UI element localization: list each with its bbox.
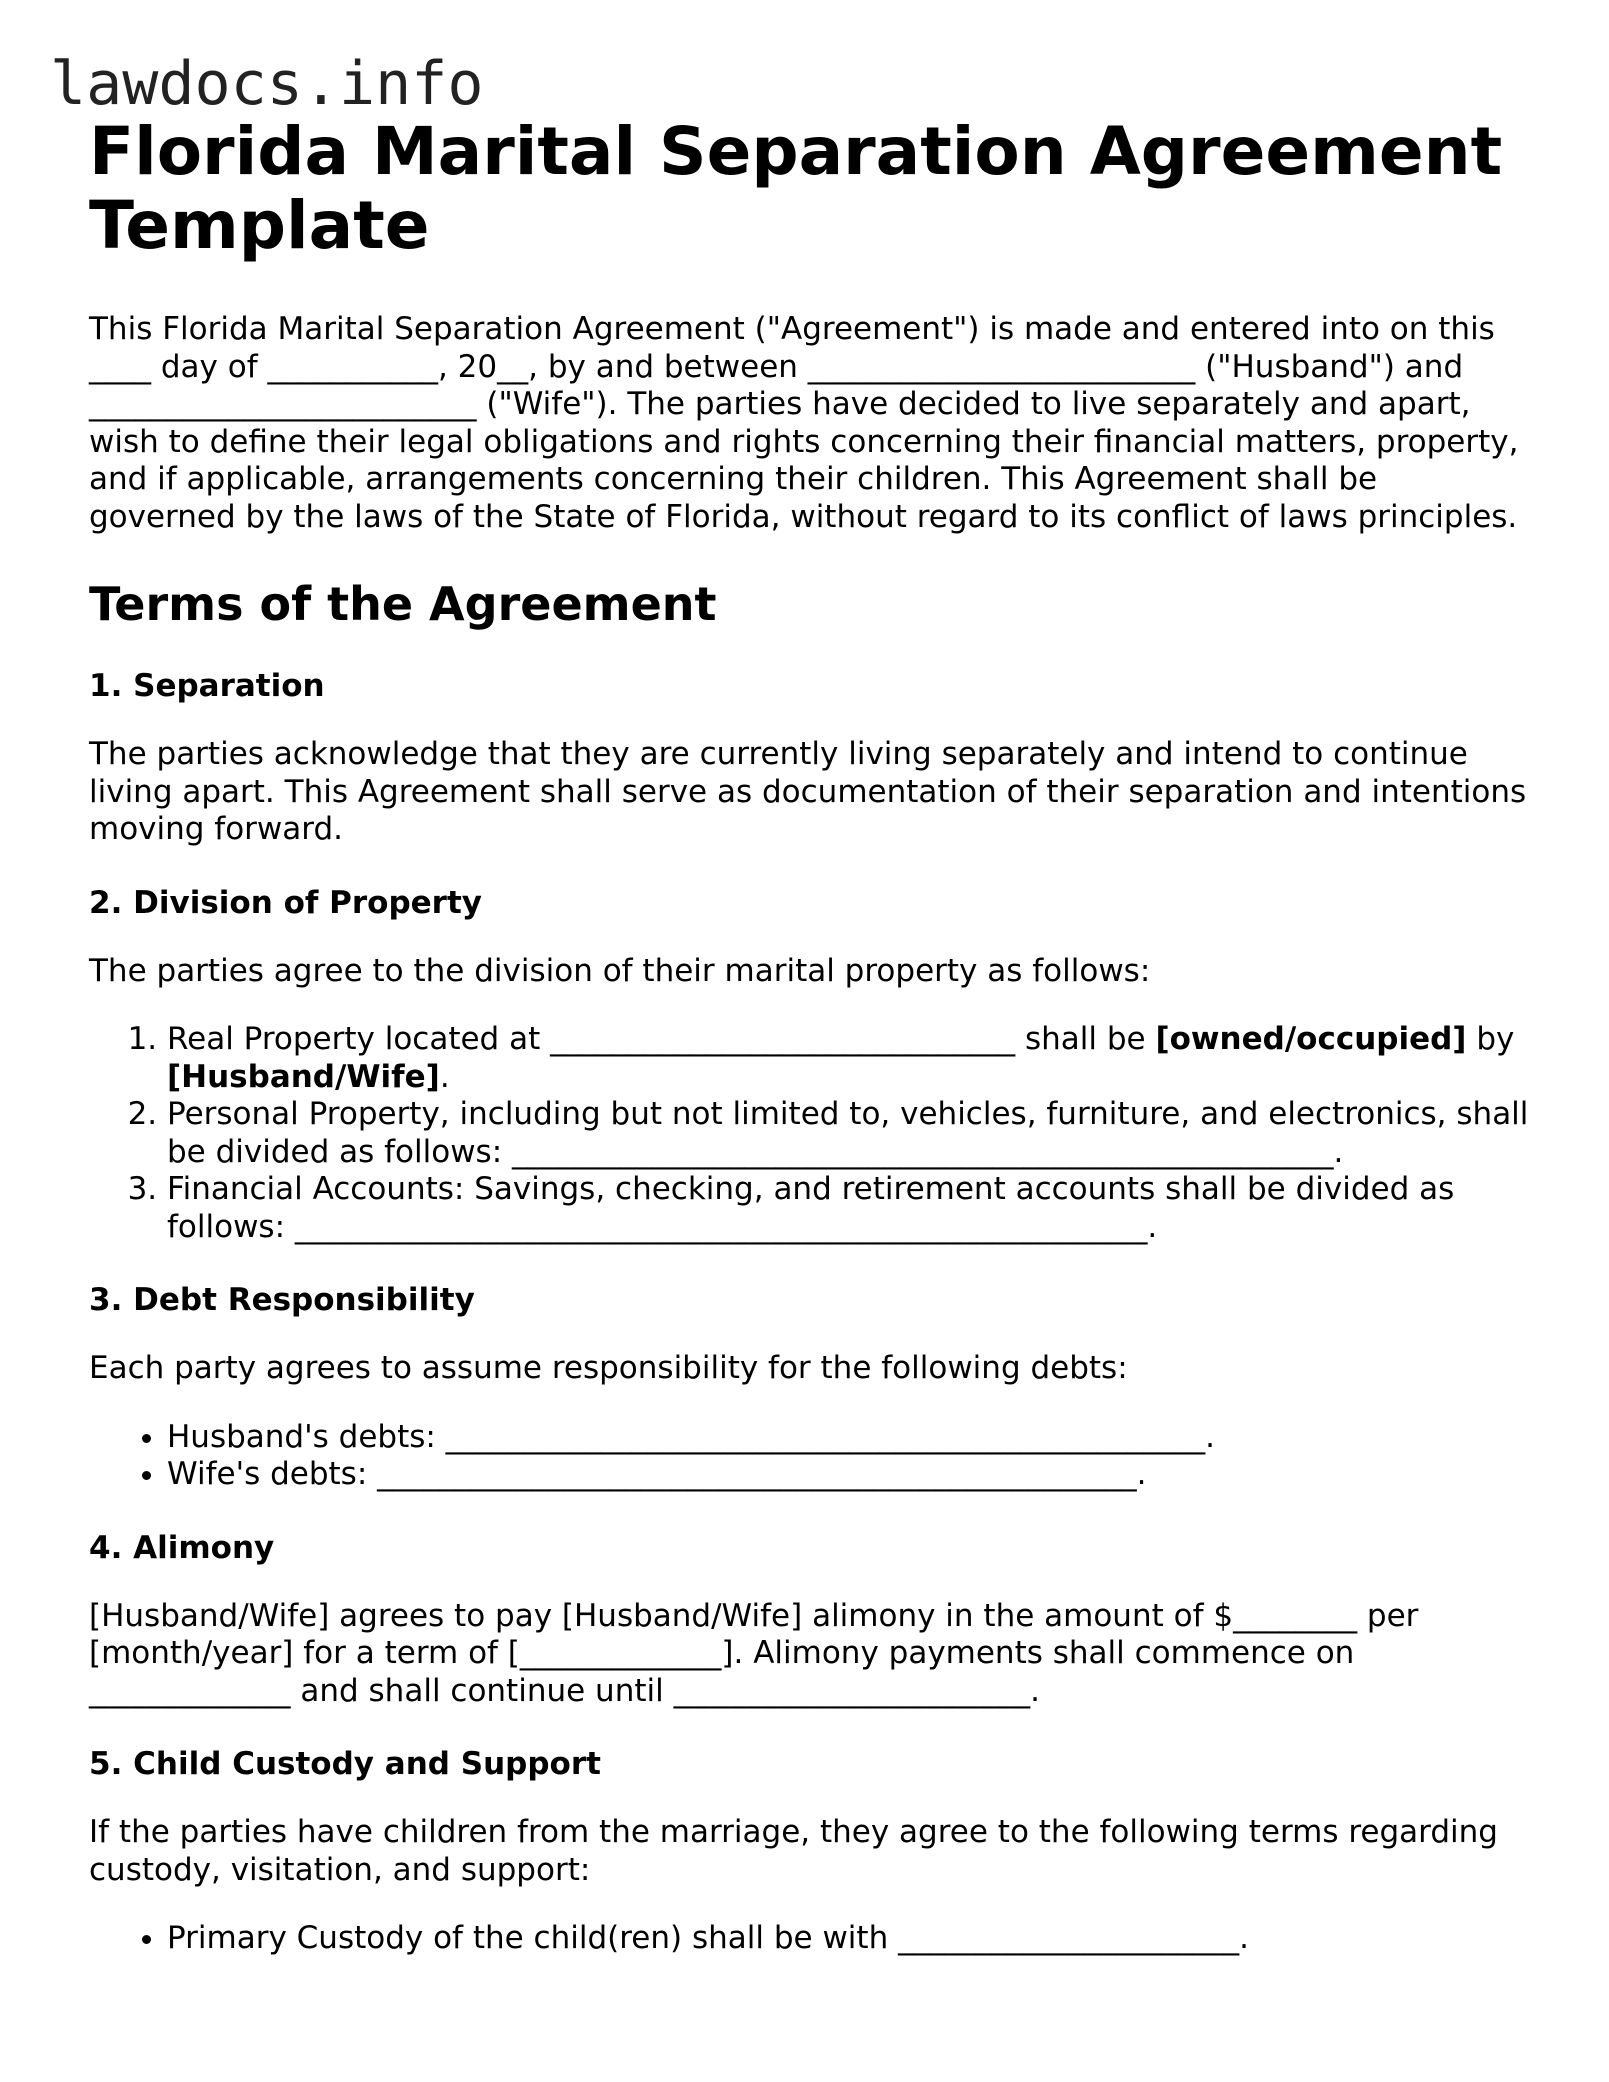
property-list [89, 1021, 1529, 1246]
section-alimony-text: [Husband/Wife] agrees to pay [Husband/Wife] alimony in the amount of $________ per [month/year] for a term of [_____________]. Alimony payments shall commence on _____________ and shall continue until _______________________. [89, 1597, 1419, 1709]
intro-paragraph: This Florida Marital Separation Agreement ("Agreement") is made and entered into on this ____ day of ___________, 20__, by and between _________________________ ("Husband") and _________________________ ("Wife"). The parties have decided to live separately and apart, wish to define their legal obligations and rights concerning their financial matters, property, and if applicable, arrangements concerning their children. This Agreement shall be governed by the laws of the State of Florida, without regard to its conflict of laws principles. [89, 311, 1519, 535]
section-property-heading: 2. Division of Property [89, 884, 482, 921]
document-body [89, 115, 1529, 1958]
terms-heading: Terms of the Agreement [89, 577, 717, 631]
list-item: • Wife's debts: _________________________________________________. [167, 1456, 1529, 1494]
list-item: 2. Personal Property, including but not limited to, vehicles, furniture, and electronics, shall be divided as follows: _____________________________________________________. [167, 1096, 1529, 1171]
section-separation-heading: 1. Separation [89, 668, 325, 704]
document-title: Florida Marital Separation Agreement Template [89, 113, 1503, 264]
section-debt-heading: 3. Debt Responsibility [89, 1282, 475, 1318]
section-custody-heading: 5. Child Custody and Support [89, 1746, 601, 1782]
site-watermark: lawdocs.info [50, 49, 484, 119]
section-debt-text: Each party agrees to assume responsibility for the following debts: [89, 1350, 1128, 1386]
list-item: • Husband's debts: _________________________________________________. [167, 1419, 1529, 1457]
list-item: • Primary Custody of the child(ren) shall be with ______________________. [167, 1920, 1529, 1958]
section-alimony-heading: 4. Alimony [89, 1529, 275, 1566]
section-separation-text: The parties acknowledge that they are currently living separately and intend to continue living apart. This Agreement shall serve as documentation of their separation and intentions moving forward. [89, 736, 1527, 847]
debt-list [89, 1419, 1529, 1494]
section-custody-text: If the parties have children from the marriage, they agree to the following terms regarding custody, visitation, and support: [89, 1814, 1498, 1888]
list-item: 3. Financial Accounts: Savings, checking, and retirement accounts shall be divided as follows: _______________________________________________________. [167, 1171, 1529, 1246]
section-property-text: The parties agree to the division of their marital property as follows: [89, 952, 1151, 989]
list-item: 1. Real Property located at ______________________________ shall be [owned/occupied] by [Husband/Wife]. [167, 1021, 1529, 1096]
custody-list [89, 1920, 1529, 1958]
